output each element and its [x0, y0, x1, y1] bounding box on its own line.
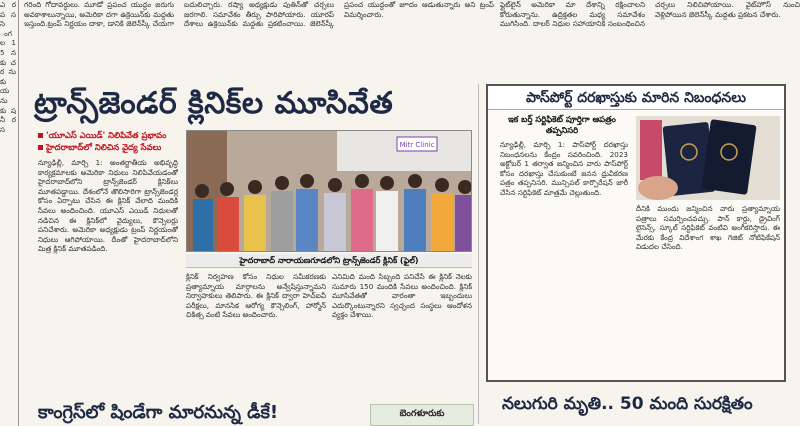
passport-story-box [486, 84, 786, 382]
story-body-middle: క్లినిక్ నిర్వహణ కోసం నిధుల సమీకరణకు ప్రత్యామ్నాయ మార్గాలను అన్వేషిస్తున్నామని నిర్వాహకులు తెలిపారు. ఈ క్లినిక్ ద్వారా హెచ్ఐవీ పరీక్షలు, మానసిక ఆరోగ్య కౌన్సెలింగ్, హార్మోన్ చికిత్స వంటి సేవలు అందించారు. [186, 272, 326, 320]
group-photo-image [187, 131, 472, 252]
column-divider [18, 0, 19, 426]
column-divider [478, 84, 479, 424]
passport-photo [636, 116, 780, 200]
bottom-right-headline: నలుగురి మృతి.. 50 మంది సురక్షితం [502, 394, 753, 414]
story-tagline-2 [38, 142, 161, 155]
top-right-story-strip [500, 0, 800, 80]
main-headline: ట్రాన్స్‌జెండర్ క్లినిక్‌ల మూసివేత [34, 86, 394, 121]
bottom-box-text: బెంగళూరుకు [399, 409, 445, 419]
passport-subheadline: ఇక బర్త్ సర్టిఫికెట్ పూర్తిగా ఆపత్రం తప్పనిసరి [508, 114, 616, 135]
bottom-headline: కాంగ్రెస్‌లో షిండేగా మారనున్న డీకే! [38, 402, 279, 423]
passport-headline: పాస్‌పోర్ట్ దరఖాస్తుకు మారిన నిబంధనలు [488, 86, 784, 110]
top-story-strip [24, 0, 494, 80]
left-column-text: ఎ ర ప స సె ంగ ల 15 న కు చ ర ను కు య ను కు ష నీ ర స [0, 0, 16, 134]
tagline-1-text: 'యూఎస్ ఎయిడ్' నిలిపివేత ప్రభావం [46, 130, 167, 140]
bullet-square-icon [38, 133, 43, 138]
bullet-square-icon [38, 145, 43, 150]
story-body-left: న్యూఢిల్లీ, మార్చి 1: అంతర్జాతీయ అభివృద్ధి కార్యక్రమాలకు అమెరికా నిధులు నిలిపివేయడంతో హైదరాబాద్‌లోని ట్రాన్స్‌జెండర్ క్లినిక్‌లు మూతపడ్డాయి. దేశంలోనే తొలిసారిగా ట్రాన్స్‌జెండర్ల కోసం ఏర్పాటు చేసిన ఈ క్లినిక్ వేలాది మందికి సేవలు అందించింది. యూఎస్ ఎయిడ్ నిధులతో నడిచిన ఈ క్లినిక్‌లో వైద్యులు, కౌన్సెలర్లు పనిచేశారు. అమెరికా అధ్యక్షుడు ట్రంప్ నిర్ణయంతో నిధులు ఆగిపోయాయి. దీంతో హైదరాబాద్‌లోని మిత్ర క్లినిక్ మూతపడింది. [38, 158, 178, 254]
top-right-strip-text: ఫ్లైట్‌లైన్ అమెరికా మా దేశాన్ని రక్షించాలని కోరుతున్నాను. ఉద్రిక్తతల మధ్య సమావేశం ముగిసింది. దాలర్ నిధుల సహాయానికి సంబంధించిన చర్చలు నిలిచిపోయాయి. వైట్‌హౌస్ నుంచి వెళ్లిపోయిన జెలెన్‌స్కీ మద్దతు ప్రకటన చేశారు. [500, 0, 800, 29]
left-clipped-column [0, 0, 20, 426]
top-strip-text: గరింది గోదావర్ధులు. మూడో ప్రపంచ యుద్ధం జరుగు అవకాశాలున్నాయి, అమెరికా దగా ఉక్రెయిన్‌కు మద్దతు ఇస్తుంది.ట్రంప్ నిర్ణయం దాకా, డానికి జెలెన్‌స్కీ చేయగా బదులిచ్చారు. రష్యా అధ్యక్షుడు పుతిన్‌తో చర్చలు జరగాలి. సమావేశం తీర్చు పారిపోయారు. యూరప్ దేశాలు ఉక్రెయిన్‌కు మద్దతు ప్రకటించాయి. జెలెన్‌స్కీ ప్రపంచ యుద్ధంతో జూదం ఆడుతున్నారు అని ట్రంప్ విమర్శించారు. [24, 0, 494, 29]
photo-caption: హైదరాబాద్ నారాయణగూడలోని ట్రాన్స్‌జెండర్ క్లినిక్ (ఫైల్) [186, 254, 472, 268]
tagline-2-text: హైదరాబాద్‌లో నిలిచిన వైద్య సేవలు [46, 142, 162, 152]
story-photo [186, 130, 472, 252]
bottom-sidebar-box [370, 404, 474, 426]
passport-body-2: దీనికి ముందు జన్మించిన వారు ప్రత్యామ్నాయ పత్రాలు సమర్పించవచ్చు. పాన్ కార్డు, డ్రైవింగ్ లైసెన్స్, స్కూల్ సర్టిఫికెట్ వంటివి అంగీకరిస్తారు. ఈ మేరకు కేంద్ర విదేశాంగ శాఖ గెజిట్ నోటిఫికేషన్ విడుదల చేసింది. [636, 204, 780, 252]
passport-image [636, 116, 780, 200]
story-body-middle-2: ఎనిమిది మంది సిబ్బంది పనిచేసే ఈ క్లినిక్ నెలకు సుమారు 150 మందికి సేవలు అందించింది. క్లినిక్ మూసివేతతో వారంతా ఇబ్బందులు ఎదుర్కొంటున్నారని స్వచ్ఛంద సంస్థలు ఆందోళన వ్యక్తం చేశాయి. [332, 272, 472, 320]
clinic-sign: Mitr Clinic [399, 141, 435, 149]
passport-body-1: న్యూఢిల్లీ, మార్చి 1: పాస్‌పోర్ట్ దరఖాస్తు నిబంధనలను కేంద్రం సవరించింది. 2023 అక్టోబర్ 1 తర్వాత జన్మించిన వారు పాస్‌పోర్ట్ కోసం దరఖాస్తు చేసుకుంటే జనన ధ్రువీకరణ పత్రం తప్పనిసరి. మున్సిపల్ కార్పొరేషన్ జారీ చేసిన సర్టిఫికెట్ మాత్రమే చెల్లుతుంది. [500, 140, 628, 197]
